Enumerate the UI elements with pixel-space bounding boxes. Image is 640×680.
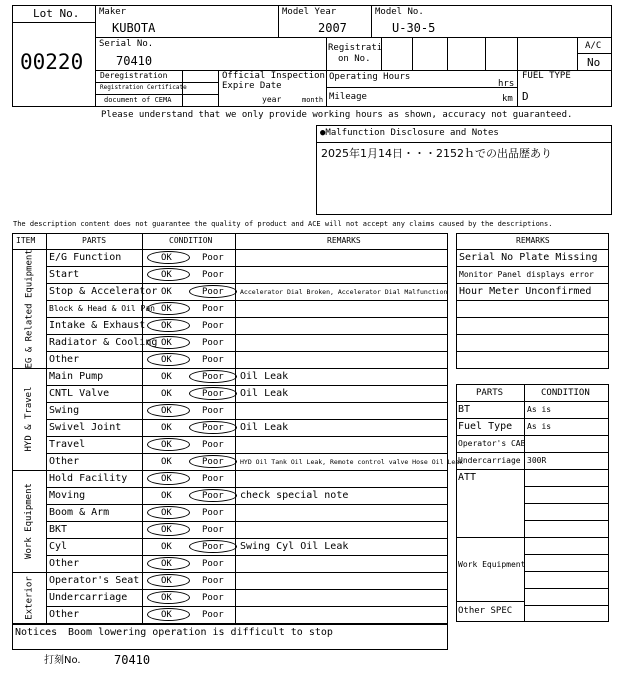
- group-label: Work Equipment: [24, 483, 34, 559]
- ok-option[interactable]: OK: [161, 321, 172, 331]
- registration-label-2: on No.: [338, 54, 371, 64]
- ok-option[interactable]: OK: [161, 474, 172, 484]
- ok-selected-circle: [147, 336, 190, 349]
- operating-hours-label: Operating Hours: [329, 72, 411, 82]
- parts-grid-line: [524, 554, 609, 555]
- att-label: ATT: [458, 472, 477, 483]
- fuel-type-label: FUEL TYPE: [522, 71, 571, 81]
- deregistration-label: Deregistration: [100, 71, 168, 80]
- ac-label: A/C: [585, 41, 602, 51]
- poor-selected-circle: [189, 489, 237, 502]
- poor-selected-circle: [189, 387, 237, 400]
- remarks-row-divider: [456, 249, 609, 250]
- ok-option[interactable]: OK: [161, 440, 172, 450]
- poor-option[interactable]: Poor: [202, 270, 224, 280]
- poor-option[interactable]: Poor: [202, 321, 224, 331]
- part-name: Other: [49, 456, 80, 467]
- serial-label: Serial No.: [99, 39, 154, 49]
- disclaimer: The description content does not guarantee the quality of product and ACE will not accept any claims caused by the descriptions.: [13, 220, 553, 228]
- remarks-row-divider: [456, 283, 609, 284]
- km-label: km: [502, 94, 513, 104]
- group-label: EG & Related Equipment: [24, 248, 34, 368]
- maker-value: KUBOTA: [112, 21, 156, 35]
- ok-option[interactable]: OK: [161, 389, 172, 399]
- malfunction-box: [316, 125, 612, 215]
- part-name: Hold Facility: [49, 473, 128, 484]
- model-year-label: Model Year: [282, 7, 337, 17]
- part-name: Start: [49, 269, 80, 280]
- remarks-row-divider: [456, 334, 609, 335]
- ok-option[interactable]: OK: [161, 304, 172, 314]
- parts-grid-line: [524, 520, 609, 521]
- ok-option[interactable]: OK: [161, 270, 172, 280]
- ok-selected-circle: [147, 591, 190, 604]
- poor-option[interactable]: Poor: [202, 593, 224, 603]
- ok-selected-circle: [147, 438, 190, 451]
- ok-option[interactable]: OK: [161, 559, 172, 569]
- table-row: [46, 436, 448, 453]
- parts-row-divider: [456, 469, 609, 470]
- registration-certificate-label: Registration Certificate: [100, 84, 187, 91]
- part-name: Other: [49, 609, 80, 620]
- part-name: E/G Function: [49, 252, 122, 263]
- ok-selected-circle: [147, 353, 190, 366]
- poor-option[interactable]: Poor: [202, 559, 224, 569]
- working-hours-notice: Please understand that we only provide working hours as shown, accuracy not guaranteed.: [101, 110, 573, 120]
- parts-row-divider: [456, 418, 609, 419]
- stamp-label: 打刻No.: [44, 655, 81, 666]
- parts-row-divider: [456, 452, 609, 453]
- part-name: BKT: [49, 524, 68, 535]
- fuel-type-value: D: [522, 90, 529, 103]
- remark-text: Oil Leak: [240, 422, 289, 433]
- parts-section-divider: [456, 601, 524, 602]
- part-name: Block & Head & Oil Pan: [49, 304, 155, 313]
- poor-selected-circle: [189, 455, 237, 468]
- parts-section-divider: [456, 537, 524, 538]
- parts-row-divider: [456, 435, 609, 436]
- poor-selected-circle: [189, 421, 237, 434]
- parts-name: Undercarriage: [458, 456, 521, 465]
- poor-option[interactable]: Poor: [202, 338, 224, 348]
- part-name: Other: [49, 558, 80, 569]
- part-name: Moving: [49, 490, 86, 501]
- ok-option[interactable]: OK: [161, 491, 172, 501]
- poor-option[interactable]: Poor: [202, 610, 224, 620]
- ok-selected-circle: [147, 574, 190, 587]
- ok-option[interactable]: OK: [161, 287, 172, 297]
- poor-option[interactable]: Poor: [202, 508, 224, 518]
- ok-selected-circle: [147, 404, 190, 417]
- poor-option[interactable]: Poor: [202, 304, 224, 314]
- part-name: Cyl: [49, 541, 68, 552]
- remarks-row-divider: [456, 266, 609, 267]
- ok-option[interactable]: OK: [161, 423, 172, 433]
- part-name: Boom & Arm: [49, 507, 110, 518]
- ac-value: No: [587, 56, 601, 69]
- ok-selected-circle: [147, 523, 190, 536]
- poor-option[interactable]: Poor: [202, 474, 224, 484]
- parts-grid-line: [524, 486, 609, 487]
- other-spec-label: Other SPEC: [458, 606, 513, 616]
- parts-header-divider: [456, 401, 609, 402]
- group-label: HYD & Travel: [24, 386, 34, 452]
- parts-grid-line: [524, 605, 609, 606]
- poor-option[interactable]: Poor: [202, 406, 224, 416]
- header-condition: CONDITION: [169, 236, 213, 245]
- parts-condition: As is: [527, 422, 552, 431]
- header-item: ITEM: [16, 236, 36, 245]
- part-name: Undercarriage: [49, 592, 128, 603]
- remark-text: check special note: [240, 490, 349, 501]
- ok-selected-circle: [147, 268, 190, 281]
- poor-option[interactable]: Poor: [202, 287, 224, 297]
- part-name: Other: [49, 354, 80, 365]
- ok-selected-circle: [147, 251, 190, 264]
- parts-grid-line: [524, 537, 609, 538]
- poor-option[interactable]: Poor: [202, 525, 224, 535]
- ok-option[interactable]: OK: [161, 406, 172, 416]
- ok-option[interactable]: OK: [161, 457, 172, 467]
- table-row: [46, 402, 448, 419]
- remarks-row-divider: [456, 300, 609, 301]
- table-row: [46, 606, 448, 623]
- month-label: month: [302, 96, 324, 104]
- poor-option[interactable]: Poor: [202, 253, 224, 263]
- serial-value: 70410: [116, 54, 153, 68]
- model-year-value: 2007: [318, 21, 347, 35]
- ok-selected-circle: [147, 557, 190, 570]
- condition-header: CONDITION: [541, 388, 590, 398]
- remark-text: HYD Oil Tank Oil Leak, Remote control valve Hose Oil Leak: [240, 458, 464, 466]
- ok-option[interactable]: OK: [161, 593, 172, 603]
- remarks-header: REMARKS: [516, 236, 550, 245]
- parts-grid-line: [524, 588, 609, 589]
- ok-option[interactable]: OK: [161, 576, 172, 586]
- notices-label: Notices: [15, 627, 58, 638]
- poor-option[interactable]: Poor: [202, 440, 224, 450]
- poor-option[interactable]: Poor: [202, 372, 224, 382]
- malfunction-text: 2025年1月14日・・・2152ｈでの出品歴あり: [321, 147, 552, 160]
- parts-condition: 300R: [527, 456, 547, 465]
- remarks-row-divider: [456, 317, 609, 318]
- table-row: [46, 521, 448, 538]
- notices-text: Boom lowering operation is difficult to stop: [68, 627, 333, 638]
- stamp-value: 70410: [114, 653, 151, 667]
- registration-label: Registrati: [328, 43, 383, 53]
- poor-selected-circle: [189, 540, 237, 553]
- part-name: Operator's Seat: [49, 575, 140, 586]
- poor-option[interactable]: Poor: [202, 355, 224, 365]
- remark-line: Serial No Plate Missing: [459, 252, 598, 263]
- work-equipment-label: Work Equipment: [458, 560, 526, 569]
- part-name: CNTL Valve: [49, 388, 110, 399]
- remark-text: Oil Leak: [240, 371, 289, 382]
- mileage-label: Mileage: [329, 92, 367, 102]
- parts-name: Fuel Type: [458, 421, 513, 432]
- ok-selected-circle: [147, 472, 190, 485]
- part-name: Swing: [49, 405, 80, 416]
- part-name: Main Pump: [49, 371, 104, 382]
- ok-selected-circle: [147, 319, 190, 332]
- ok-selected-circle: [147, 302, 190, 315]
- remark-text: Accelerator Dial Broken, Accelerator Dial Malfunction: [240, 288, 448, 296]
- lot-label: Lot No.: [33, 7, 80, 20]
- poor-selected-circle: [189, 285, 237, 298]
- remark-text: Swing Cyl Oil Leak: [240, 541, 349, 552]
- model-no-value: U-30-5: [392, 21, 436, 35]
- maker-label: Maker: [99, 7, 127, 17]
- lot-number: 00220: [20, 50, 84, 74]
- ok-selected-circle: [147, 506, 190, 519]
- header-parts: PARTS: [82, 236, 107, 245]
- parts-grid-line: [524, 571, 609, 572]
- header-remarks: REMARKS: [327, 236, 361, 245]
- ok-option[interactable]: OK: [161, 610, 172, 620]
- part-name: Travel: [49, 439, 86, 450]
- parts-name: Operator's CAB: [458, 439, 526, 448]
- part-name: Radiator & Cooling: [49, 337, 158, 348]
- year-label: year: [262, 95, 282, 104]
- model-no-label: Model No.: [375, 7, 424, 17]
- ok-option[interactable]: OK: [161, 542, 172, 552]
- group-label: Exterior: [24, 575, 34, 620]
- hrs-label: hrs: [498, 79, 515, 89]
- cema-label: document of CEMA: [104, 96, 172, 104]
- table-row: [46, 266, 448, 283]
- poor-option[interactable]: Poor: [202, 491, 224, 501]
- part-name: Swivel Joint: [49, 422, 122, 433]
- table-row: [46, 555, 448, 572]
- ok-option[interactable]: OK: [161, 508, 172, 518]
- malfunction-title: ●Malfunction Disclosure and Notes: [320, 128, 499, 138]
- part-name: Stop & Accelerator: [49, 286, 158, 297]
- part-name: Intake & Exhaust: [49, 320, 146, 331]
- ok-selected-circle: [147, 608, 190, 621]
- parts-header: PARTS: [476, 388, 504, 398]
- poor-option[interactable]: Poor: [202, 423, 224, 433]
- table-row: [46, 351, 448, 368]
- remarks-row-divider: [456, 351, 609, 352]
- poor-option[interactable]: Poor: [202, 542, 224, 552]
- remark-line: Hour Meter Unconfirmed: [459, 286, 592, 297]
- parts-condition: As is: [527, 405, 552, 414]
- poor-option[interactable]: Poor: [202, 576, 224, 586]
- inspection-label-2: Expire Date: [222, 81, 282, 91]
- poor-option[interactable]: Poor: [202, 389, 224, 399]
- parts-name: BT: [458, 404, 471, 415]
- inspection-label: Official Inspection: [222, 71, 325, 81]
- ok-option[interactable]: OK: [161, 338, 172, 348]
- ok-option[interactable]: OK: [161, 355, 172, 365]
- remark-text: Oil Leak: [240, 388, 289, 399]
- poor-selected-circle: [189, 370, 237, 383]
- parts-grid-line: [524, 503, 609, 504]
- poor-option[interactable]: Poor: [202, 457, 224, 467]
- ok-option[interactable]: OK: [161, 372, 172, 382]
- ok-option[interactable]: OK: [161, 253, 172, 263]
- remark-line: Monitor Panel displays error: [459, 270, 594, 279]
- ok-option[interactable]: OK: [161, 525, 172, 535]
